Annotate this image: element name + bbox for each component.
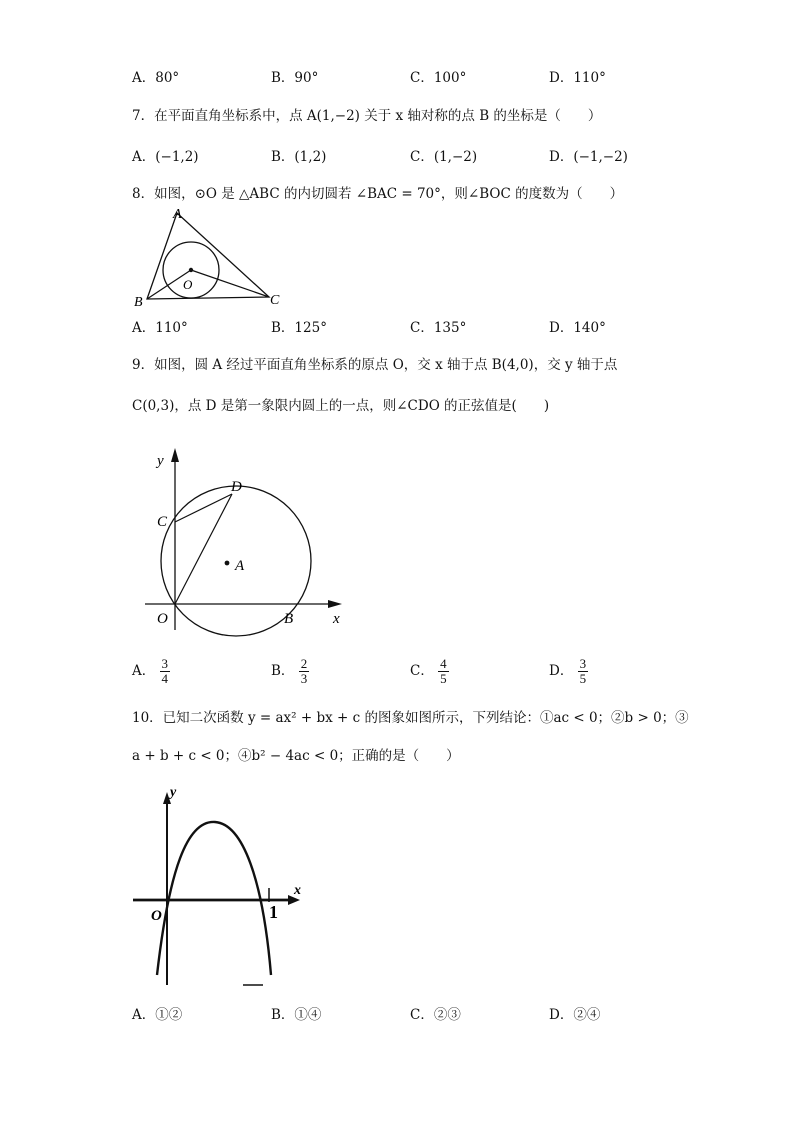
q10-option-a: A．①② — [132, 1007, 183, 1023]
label-y: y — [157, 453, 164, 469]
label-x: x — [294, 883, 301, 898]
q7-option-c: C．(1,−2) — [410, 149, 478, 165]
q9-stem-line2: C(0,3)，点 D 是第一象限内圆上的一点，则∠CDO 的正弦值是( ) — [132, 398, 550, 414]
numerator: 3 — [579, 656, 587, 671]
q8-option-d: D．140° — [549, 320, 606, 336]
q8-option-a: A．110° — [132, 320, 188, 336]
x-axis-arrow-icon — [328, 600, 342, 608]
label-d: D — [231, 479, 242, 495]
q9-option-b-label: B． — [271, 663, 295, 679]
q10-option-c: C．②③ — [410, 1007, 461, 1023]
q9-stem-line1: 9．如图，圆 A 经过平面直角坐标系的原点 O，交 x 轴于点 B(4,0)，交 y 轴于点 — [132, 357, 618, 373]
denominator: 3 — [300, 671, 308, 686]
q9-option-a — [132, 657, 170, 686]
q9-option-c-fraction — [438, 657, 449, 686]
q9-option-b-fraction — [299, 657, 310, 686]
q10-stem-line1: 10．已知二次函数 y = ax² + bx + c 的图象如图所示，下列结论：①ac < 0；②b > 0；③ — [132, 710, 689, 726]
center-point-o — [189, 268, 193, 272]
denominator: 4 — [161, 671, 169, 686]
label-b: B — [134, 295, 143, 310]
q10-option-d: D．②④ — [549, 1007, 601, 1023]
chord-od — [175, 494, 232, 604]
q6-option-a: A．80° — [132, 70, 180, 86]
label-o: O — [157, 611, 168, 627]
numerator: 4 — [440, 656, 447, 671]
q6-option-b: B．90° — [271, 70, 319, 86]
label-y: y — [170, 785, 177, 800]
q8-incircle-figure — [125, 200, 295, 312]
q9-option-a-fraction — [160, 657, 171, 686]
label-c: C — [270, 293, 280, 308]
center-point-a — [225, 561, 230, 566]
q6-option-d: D．110° — [549, 70, 606, 86]
q7-option-b: B．(1,2) — [271, 149, 327, 165]
q7-stem: 7．在平面直角坐标系中，点 A(1,−2) 关于 x 轴对称的点 B 的坐标是（ ） — [132, 108, 602, 124]
q8-stem: 8．如图，⊙O 是 △ABC 的内切圆若 ∠BAC = 70°，则∠BOC 的度数为（ ） — [132, 186, 624, 202]
label-o: O — [183, 277, 193, 292]
segment-oc — [191, 270, 269, 297]
triangle-abc — [147, 213, 269, 299]
denominator: 5 — [440, 671, 447, 686]
label-x: x — [333, 611, 340, 627]
q9-option-b — [271, 657, 309, 686]
numerator: 2 — [300, 656, 308, 671]
q7-option-d: D．(−1,−2) — [549, 149, 628, 165]
label-a: A — [235, 558, 245, 574]
label-a: A — [173, 207, 182, 222]
denominator: 5 — [579, 671, 587, 686]
q9-option-c — [410, 657, 449, 686]
q9-option-d-fraction — [578, 657, 589, 686]
q8-option-b: B．125° — [271, 320, 327, 336]
q9-option-c-label: C． — [410, 663, 434, 679]
q10-stem-line2: a + b + c < 0；④b² − 4ac < 0；正确的是（ ） — [132, 748, 460, 764]
q10-parabola-figure — [125, 780, 315, 990]
numerator: 3 — [161, 656, 169, 671]
q10-option-b: B．①④ — [271, 1007, 322, 1023]
y-axis-arrow-icon — [171, 448, 179, 462]
label-one: 1 — [269, 902, 278, 922]
q8-option-c: C．135° — [410, 320, 467, 336]
q6-option-c: C．100° — [410, 70, 467, 86]
label-c: C — [157, 514, 168, 530]
q7-option-a: A．(−1,2) — [132, 149, 199, 165]
label-o: O — [151, 908, 162, 924]
q9-option-d — [549, 657, 588, 686]
q9-option-d-label: D． — [549, 663, 574, 679]
q9-circle-figure — [135, 440, 355, 640]
q9-option-a-label: A． — [132, 663, 156, 679]
label-b: B — [284, 611, 294, 627]
parabola-curve — [157, 822, 271, 975]
